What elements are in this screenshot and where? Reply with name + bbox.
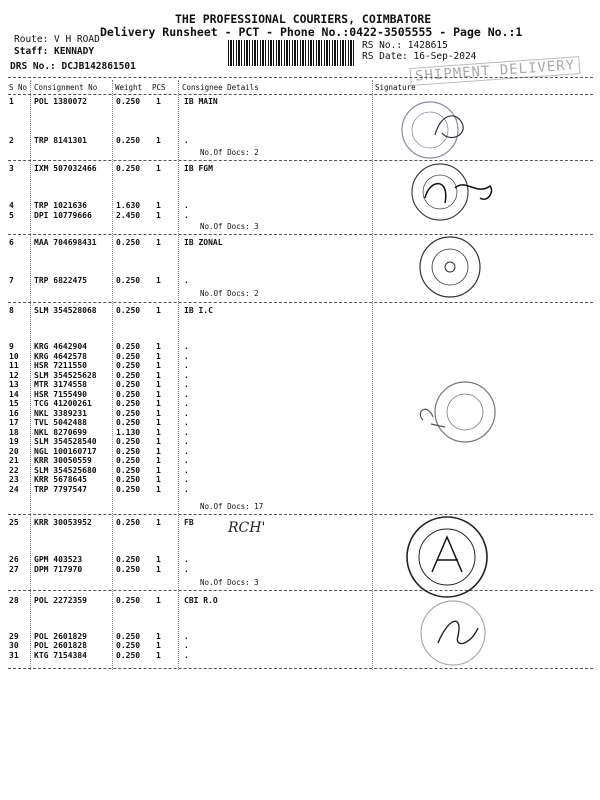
row-pcs: 1: [156, 361, 161, 370]
stamp-circle: [435, 382, 495, 442]
col-divider: [178, 80, 179, 670]
group-separator: [8, 160, 593, 161]
row-consignee-detail: IB I.C: [184, 306, 213, 315]
col-pcs: PCS: [152, 83, 166, 92]
row-weight: 0.250: [116, 238, 141, 247]
row-sno: 23: [9, 475, 19, 484]
row-consignee-detail: .: [184, 201, 189, 210]
row-pcs: 1: [156, 211, 161, 220]
row-consignment-no: KRR 30050559: [34, 456, 92, 465]
row-weight: 1.630: [116, 201, 141, 210]
row-consignee-detail: IB FGM: [184, 164, 213, 173]
row-sno: 20: [9, 447, 19, 456]
row-weight: 0.250: [116, 136, 141, 145]
row-weight: 2.450: [116, 211, 141, 220]
row-sno: 19: [9, 437, 19, 446]
row-consignee-detail: .: [184, 641, 189, 650]
row-consignee-detail: .: [184, 651, 189, 660]
row-pcs: 1: [156, 399, 161, 408]
row-consignee-detail: .: [184, 475, 189, 484]
handwritten-note: RCH': [228, 520, 266, 536]
row-consignment-no: HSR 7211550: [34, 361, 87, 370]
row-consignee-detail: .: [184, 428, 189, 437]
row-sno: 26: [9, 555, 19, 564]
row-consignment-no: TRP 1021636: [34, 201, 87, 210]
row-weight: 0.250: [116, 518, 141, 527]
row-weight: 0.250: [116, 342, 141, 351]
row-consignee-detail: .: [184, 342, 189, 351]
row-pcs: 1: [156, 518, 161, 527]
row-consignee-detail: .: [184, 466, 189, 475]
group-separator: [8, 514, 593, 515]
row-consignee-detail: CBI R.O: [184, 596, 218, 605]
group-separator: [8, 302, 593, 303]
row-consignee-detail: .: [184, 437, 189, 446]
row-weight: 0.250: [116, 97, 141, 106]
row-weight: 0.250: [116, 651, 141, 660]
row-sno: 28: [9, 596, 19, 605]
row-pcs: 1: [156, 428, 161, 437]
col-divider: [372, 80, 373, 670]
row-pcs: 1: [156, 201, 161, 210]
company-title: THE PROFESSIONAL COURIERS, COIMBATORE: [175, 12, 432, 26]
row-consignment-no: POL 2272359: [34, 596, 87, 605]
row-consignee-detail: .: [184, 211, 189, 220]
row-consignee-detail: .: [184, 555, 189, 564]
signature-stroke: [420, 409, 445, 427]
col-consignment: Consignment No: [34, 83, 98, 92]
col-weight: Weight: [115, 83, 143, 92]
row-consignment-no: NKL 8270699: [34, 428, 87, 437]
row-consignee-detail: .: [184, 361, 189, 370]
row-consignee-detail: .: [184, 409, 189, 418]
doc-count: No.Of Docs: 2: [200, 289, 259, 298]
row-weight: 0.250: [116, 565, 141, 574]
row-consignment-no: POL 1380072: [34, 97, 87, 106]
row-sno: 29: [9, 632, 19, 641]
route-label: Route: V H ROAD: [14, 34, 100, 45]
runsheet-subtitle: Delivery Runsheet - PCT - Phone No.:0422-3505555 - Page No.:1: [100, 25, 523, 39]
row-sno: 6: [9, 238, 14, 247]
row-consignment-no: POL 2601828: [34, 641, 87, 650]
row-sno: 21: [9, 456, 19, 465]
stamp-circle: [432, 249, 468, 285]
row-consignee-detail: .: [184, 380, 189, 389]
row-sno: 11: [9, 361, 19, 370]
stamp-circle: [447, 394, 483, 430]
drs-number: DRS No.: DCJB142861501: [10, 61, 136, 72]
rs-number: RS No.: 1428615: [362, 40, 448, 51]
row-weight: 0.250: [116, 164, 141, 173]
barcode-image: [228, 40, 356, 66]
row-consignment-no: HSR 7155490: [34, 390, 87, 399]
row-sno: 5: [9, 211, 14, 220]
row-consignment-no: KRR 30053952: [34, 518, 92, 527]
row-pcs: 1: [156, 276, 161, 285]
doc-count: No.Of Docs: 3: [200, 578, 259, 587]
row-sno: 4: [9, 201, 14, 210]
row-pcs: 1: [156, 565, 161, 574]
row-pcs: 1: [156, 164, 161, 173]
row-consignment-no: MTR 3174558: [34, 380, 87, 389]
row-consignee-detail: .: [184, 371, 189, 380]
row-pcs: 1: [156, 352, 161, 361]
signature-stroke: [425, 184, 492, 203]
group-separator: [8, 590, 593, 591]
row-weight: 0.250: [116, 632, 141, 641]
stamp-circle: [412, 112, 448, 148]
row-consignment-no: SLM 354525680: [34, 466, 97, 475]
row-weight: 0.250: [116, 276, 141, 285]
row-consignment-no: KRG 4642578: [34, 352, 87, 361]
col-divider: [112, 80, 113, 670]
row-pcs: 1: [156, 651, 161, 660]
row-consignee-detail: .: [184, 456, 189, 465]
row-consignment-no: GPM 403523: [34, 555, 83, 564]
row-consignee-detail: IB MAIN: [184, 97, 218, 106]
row-sno: 7: [9, 276, 14, 285]
row-pcs: 1: [156, 390, 161, 399]
stamp-circle: [420, 237, 480, 297]
row-sno: 16: [9, 409, 19, 418]
row-weight: 0.250: [116, 456, 141, 465]
row-consignment-no: TVL 5042488: [34, 418, 87, 427]
row-pcs: 1: [156, 306, 161, 315]
row-consignee-detail: .: [184, 399, 189, 408]
row-consignment-no: IXM 507032466: [34, 164, 97, 173]
row-weight: 0.250: [116, 466, 141, 475]
col-sno: S No: [9, 83, 28, 92]
row-sno: 15: [9, 399, 19, 408]
row-consignment-no: TRP 6822475: [34, 276, 87, 285]
signature-stamp-4: [405, 372, 515, 452]
group-separator: [8, 668, 593, 669]
row-consignee-detail: .: [184, 418, 189, 427]
shipment-delivery-stamp: SHIPMENT DELIVERY: [410, 56, 581, 86]
group-separator: [8, 234, 593, 235]
row-pcs: 1: [156, 409, 161, 418]
header-rule-bottom: [8, 94, 593, 95]
row-pcs: 1: [156, 136, 161, 145]
row-consignment-no: DPM 717970: [34, 565, 83, 574]
doc-count: No.Of Docs: 3: [200, 222, 259, 231]
row-consignment-no: NGL 100160717: [34, 447, 97, 456]
signature-stamp-6: [408, 598, 498, 668]
signature-stroke: [435, 116, 463, 138]
doc-count: No.Of Docs: 17: [200, 502, 264, 511]
row-pcs: 1: [156, 437, 161, 446]
row-pcs: 1: [156, 596, 161, 605]
row-sno: 13: [9, 380, 19, 389]
row-consignment-no: TRP 8141301: [34, 136, 87, 145]
signature-stamp-2: [395, 158, 505, 230]
row-sno: 1: [9, 97, 14, 106]
row-weight: 0.250: [116, 641, 141, 650]
row-pcs: 1: [156, 238, 161, 247]
row-sno: 25: [9, 518, 19, 527]
row-consignment-no: MAA 704698431: [34, 238, 97, 247]
row-consignee-detail: .: [184, 390, 189, 399]
row-consignment-no: SLM 354528068: [34, 306, 97, 315]
row-sno: 12: [9, 371, 19, 380]
col-divider: [30, 80, 31, 670]
row-pcs: 1: [156, 447, 161, 456]
row-sno: 9: [9, 342, 14, 351]
row-weight: 0.250: [116, 437, 141, 446]
row-sno: 27: [9, 565, 19, 574]
row-consignment-no: POL 2601829: [34, 632, 87, 641]
row-consignment-no: KRG 4642904: [34, 342, 87, 351]
row-pcs: 1: [156, 475, 161, 484]
row-consignee-detail: .: [184, 565, 189, 574]
row-consignment-no: DPI 10779666: [34, 211, 92, 220]
row-sno: 8: [9, 306, 14, 315]
row-sno: 17: [9, 418, 19, 427]
signature-stamp-1: [380, 95, 490, 165]
stamp-emblem: [445, 262, 455, 272]
row-sno: 22: [9, 466, 19, 475]
row-pcs: 1: [156, 456, 161, 465]
staff-label: Staff: KENNADY: [14, 46, 95, 57]
row-consignee-detail: .: [184, 632, 189, 641]
row-weight: 0.250: [116, 371, 141, 380]
row-pcs: 1: [156, 380, 161, 389]
row-weight: 0.250: [116, 596, 141, 605]
row-sno: 31: [9, 651, 19, 660]
row-pcs: 1: [156, 555, 161, 564]
row-weight: 1.130: [116, 428, 141, 437]
col-signature: Signature: [375, 83, 416, 92]
row-consignment-no: SLM 354528540: [34, 437, 97, 446]
row-weight: 0.250: [116, 409, 141, 418]
row-pcs: 1: [156, 641, 161, 650]
row-consignment-no: SLM 354525628: [34, 371, 97, 380]
row-weight: 0.250: [116, 352, 141, 361]
row-consignee-detail: IB ZONAL: [184, 238, 223, 247]
stamp-circle: [402, 102, 458, 158]
row-consignment-no: TRP 7797547: [34, 485, 87, 494]
row-weight: 0.250: [116, 447, 141, 456]
row-consignee-detail: FB: [184, 518, 194, 527]
row-consignee-detail: .: [184, 447, 189, 456]
row-weight: 0.250: [116, 475, 141, 484]
header-rule-top: [8, 77, 593, 78]
row-consignment-no: KTG 7154384: [34, 651, 87, 660]
row-pcs: 1: [156, 342, 161, 351]
signature-stamp-5: [392, 512, 502, 602]
row-pcs: 1: [156, 97, 161, 106]
row-pcs: 1: [156, 466, 161, 475]
row-sno: 10: [9, 352, 19, 361]
row-sno: 18: [9, 428, 19, 437]
row-weight: 0.250: [116, 555, 141, 564]
doc-count: No.Of Docs: 2: [200, 148, 259, 157]
row-consignee-detail: .: [184, 485, 189, 494]
row-consignee-detail: .: [184, 276, 189, 285]
row-sno: 14: [9, 390, 19, 399]
stamp-circle: [412, 164, 468, 220]
row-weight: 0.250: [116, 306, 141, 315]
row-pcs: 1: [156, 418, 161, 427]
row-consignment-no: KRR 5678645: [34, 475, 87, 484]
row-consignment-no: NKL 3389231: [34, 409, 87, 418]
signature-stroke: [438, 621, 478, 643]
row-pcs: 1: [156, 371, 161, 380]
row-sno: 30: [9, 641, 19, 650]
row-weight: 0.250: [116, 361, 141, 370]
row-weight: 0.250: [116, 418, 141, 427]
signature-stroke: [432, 537, 462, 572]
row-sno: 3: [9, 164, 14, 173]
col-consignee: Consignee Details: [182, 83, 259, 92]
row-weight: 0.250: [116, 485, 141, 494]
row-weight: 0.250: [116, 399, 141, 408]
signature-stamp-3: [405, 232, 495, 302]
row-pcs: 1: [156, 485, 161, 494]
row-sno: 2: [9, 136, 14, 145]
row-pcs: 1: [156, 632, 161, 641]
row-sno: 24: [9, 485, 19, 494]
row-consignee-detail: .: [184, 352, 189, 361]
row-consignment-no: TCG 41200261: [34, 399, 92, 408]
stamp-circle: [423, 175, 457, 209]
row-consignee-detail: .: [184, 136, 189, 145]
row-weight: 0.250: [116, 380, 141, 389]
row-weight: 0.250: [116, 390, 141, 399]
rs-date: RS Date: 16-Sep-2024: [362, 51, 477, 62]
